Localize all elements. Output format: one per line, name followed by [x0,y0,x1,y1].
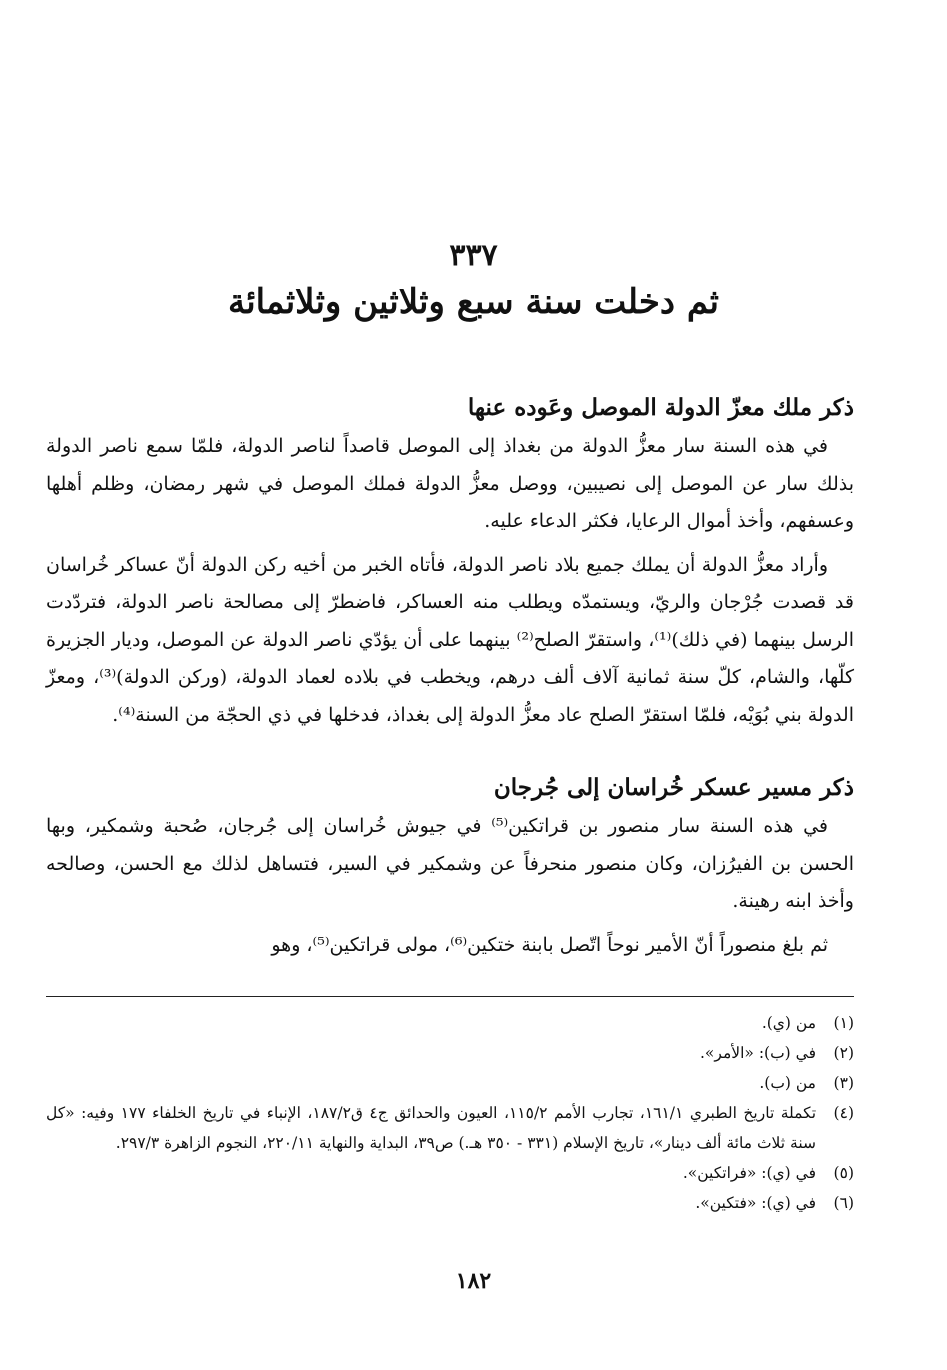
footnote [46,1038,854,1068]
footnotes [46,1008,854,1218]
footnote-text: من (ب). [759,1074,816,1092]
footnote-number: (٦) [833,1194,854,1212]
page-number: ١٨٢ [455,1268,492,1294]
footnote-text: في (ي): «فتكين». [695,1194,816,1212]
footnote-number: (٥) [833,1164,854,1182]
section-heading: ذكر مسير عسكر خُراسان إلى جُرجان [493,774,854,801]
footnote-divider [46,996,854,997]
paragraph: في هذه السنة سار منصور بن قراتكين⁽⁵⁾ في جيوش خُراسان إلى جُرجان، صُحبة وشمكير، وبها الحسن بن الفيرُزان، وكان منصور منحرفاً عن وشمكير في السير، فتساهل لذلك مع الحسن، وصالحه وأخذ ابنه رهينة. [46,815,854,912]
paragraph: في هذه السنة سار معزُّ الدولة من بغداذ إلى الموصل قاصداً لناصر الدولة، فلمّا سمع ناصر الدولة بذلك سار عن الموصل إلى نصيبين، ووصل معزُّ الدولة فملك الموصل في شهر رمضان، وظلم أهلها وعسفهم، وأخذ أموال الرعايا، فكثر الدعاء عليه. [46,435,854,532]
footnote-text: تكملة تاريخ الطبري ١٦١/١، تجارب الأمم ١١٥/٢، العيون والحدائق ج٤ ق١٨٧/٢، الإنباء في تاريخ الخلفاء ١٧٧ وفيه: «كل سنة ثلاث مائة ألف دينار»، تاريخ الإسلام (٣٣١ - ٣٥٠ هـ.) ص٣٩، البداية والنهاية ٢٢٠/١١، النجوم الزاهرة ٢٩٧/٣. [46,1104,817,1152]
section-mosul [46,388,854,734]
chapter-title: ثم دخلت سنة سبع وثلاثين وثلاثمائة [227,282,719,322]
paragraph: ثم بلغ منصوراً أنّ الأمير نوحاً اتّصل بابنة ختكين⁽⁶⁾، مولى قراتكين⁽⁵⁾، وهو [271,933,828,956]
paragraph: وأراد معزُّ الدولة أن يملك جميع بلاد ناصر الدولة، فأتاه الخبر من أخيه ركن الدولة أنّ عساكر خُراسان قد قصدت جُرْجان والريّ، ويستمدّه ويطلب منه العساكر، فاضطرّ إلى مصالحة ناصر الدولة، فتردّدت الرسل بينهما (في ذلك)⁽¹⁾، واستقرّ الصلح⁽²⁾ بينهما على أن يؤدّي ناصر الدولة عن الموصل، وديار الجزيرة كلّها، والشام، كلّ سنة ثمانية آلاف ألف درهم، ويخطب في بلاده لعماد الدولة، (وركن الدولة)⁽³⁾، ومعزّ الدولة بني بُوَيْه، فلمّا استقرّ الصلح عاد معزُّ الدولة إلى بغداذ، فدخلها في ذي الحجّة من السنة⁽⁴⁾. [46,553,854,726]
section-heading: ذكر ملك معزّ الدولة الموصل وعَوده عنها [467,394,854,421]
footnote-number: (٢) [833,1044,854,1062]
footnote-number: (١) [833,1014,854,1032]
section-jurjan [46,768,854,964]
footnote-text: في (ب): «الأمر». [700,1044,816,1062]
footnote [46,1098,854,1158]
footnote-text: في (ي): «فراتكين». [682,1164,816,1182]
footnote [46,1158,854,1188]
footnote-number: (٣) [833,1074,854,1092]
year-number: ٣٣٧ [449,238,498,273]
footnote [46,1188,854,1218]
footnote [46,1008,854,1038]
footnote-text: من (ي). [761,1014,816,1032]
footnote-number: (٤) [833,1104,854,1122]
footnote [46,1068,854,1098]
